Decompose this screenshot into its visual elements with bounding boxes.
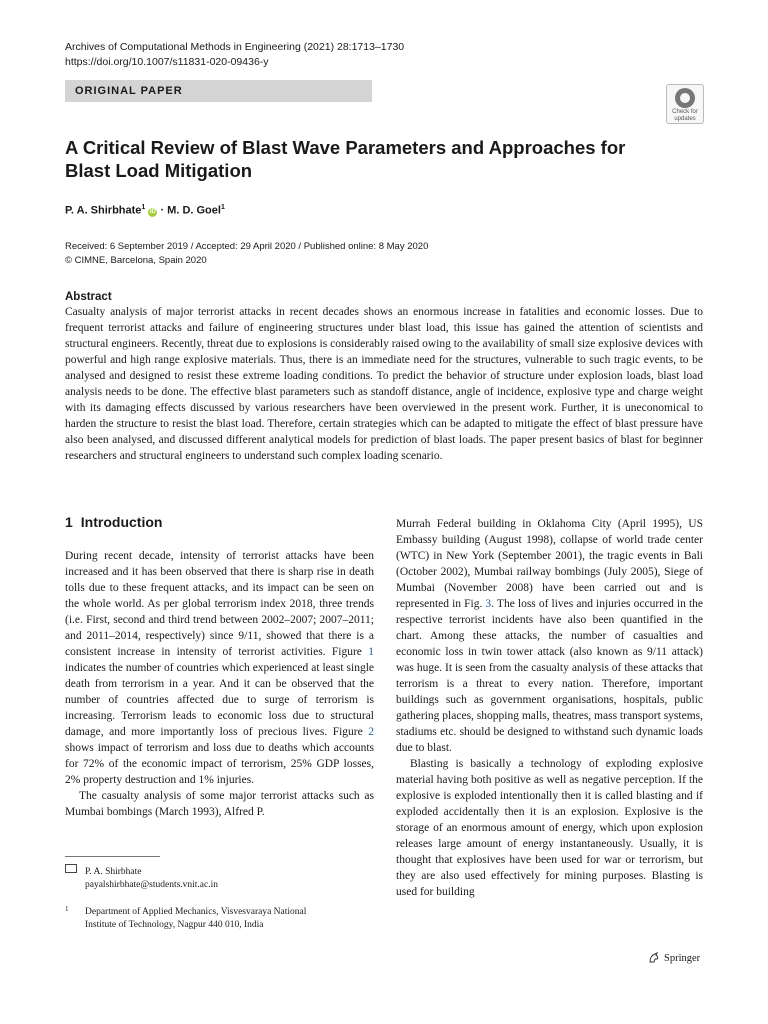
section-title: Introduction [80,514,163,530]
figure-link[interactable]: 1 [368,646,374,658]
affiliation-mark: 1 [65,905,69,913]
paragraph-text: . The loss of lives and injuries occurred in the respective terrorist incidents have also been quantified in the chart. Among these attacks, the number of casualties and economic loss in twin tower attack (also known as 9/11 attack) was huge. It is seen from the casualty analysis of these attacks that terrorism is a threat to every nation. Therefore, important buildings such as government organisations, hospitals, public gathering places, shopping malls, theatres, mass transport systems, stadiums etc. should be designed to withstand such dynamic loads due to blast. [396,598,703,754]
author-affiliation-mark: 1 [141,204,146,211]
publisher-logo [648,952,700,964]
author-separator: · [157,204,168,217]
author-name[interactable]: M. D. Goel [167,204,221,217]
paragraph-text: indicates the number of countries which experienced at least single death from terrorism in a year. And it can be observed that the number of countries affected due to surge of terrorism is increasing. Terrorism leads to economic loss due to structural damage, and more importantly loss of precious lives. Figure [65,662,374,738]
paragraph-text: Murrah Federal building in Oklahoma City (April 1995), US Embassy building (August 1998), collapse of world trade center (WTC) in New York (September 2001), the tragic events in Bali (October 2002), Mumbai railway bombings (July 2005), Siege of Mumbai (November 2008) have been carried out and is represented in Fig. [396,518,703,610]
check-updates-icon [675,88,695,108]
affiliation-line: Institute of Technology, Nagpur 440 010, India [85,920,264,930]
paragraph-text: During recent decade, intensity of terrorist attacks have been increased and it has been observed that there is sharp rise in death tolls due to these frequent attacks, and its impact can be seen on the whole world. As per global terrorism index 2018, three trends (i.e. First, second and third trend between 2002–2007; 2007–2011; and 2011–2014, respectively) since 9/11, showed that there is a consistent increase in intensity of terrorist activities. Figure [65,550,374,658]
author-name[interactable]: P. A. Shirbhate [65,204,142,217]
orcid-icon[interactable]: iD [149,208,156,215]
corresponding-author [65,864,218,892]
doi-link[interactable]: https://doi.org/10.1007/s11831-020-09436-y [65,56,269,68]
check-updates-line2: updates [674,116,696,122]
copyright-line: © CIMNE, Barcelona, Spain 2020 [65,255,207,266]
springer-horse-icon [648,952,660,964]
envelope-icon [65,864,77,873]
right-column [396,516,703,900]
author-list [65,204,225,217]
corresponding-name: P. A. Shirbhate [85,867,142,877]
paper-type-label: ORIGINAL PAPER [65,80,372,102]
body-paragraph: Blasting is basically a technology of exploding explosive material having both positive as well as negative perception. If the explosive is exploded intentionally then it is called blasting and if exploded accidentally then it is an explosion. Explosive is the storage of an enormous amount of energy, which upon explosion releases large amount of energy instantaneously. Usually, it is thought that explosives have been used for war or terrorism, but they are also used effectively for mining purposes. Blasting is used for building [396,758,703,898]
journal-citation [65,40,404,70]
check-updates-line1: Check for [672,109,698,115]
section-number: 1 [65,514,73,530]
body-paragraph: The casualty analysis of some major terrorist attacks such as Mumbai bombings (March 1993), Alfred P. [65,790,374,818]
figure-link[interactable]: 3 [485,598,492,610]
affiliation-line: Department of Applied Mechanics, Visvesvaraya National [85,907,307,917]
author-affiliation-mark: 1 [220,204,225,211]
left-column [65,548,374,820]
publication-dates [65,240,428,268]
section-heading [65,514,162,530]
check-for-updates-button[interactable] [666,84,704,124]
abstract-section [65,291,703,464]
history-dates: Received: 6 September 2019 / Accepted: 29 April 2020 / Published online: 8 May 2020 [65,241,429,252]
paragraph-text: shows impact of terrorism and loss due to deaths which accounts for 72% of the economic impact of terrorism, 25% GDP losses, 2% property destruction and 1% injuries. [65,742,374,786]
figure-link[interactable]: 2 [368,726,374,738]
affiliation-footnote [65,903,306,932]
abstract-heading: Abstract [65,291,112,303]
footnote-divider [65,856,160,857]
body-paragraph [396,516,703,756]
publisher-name: Springer [664,952,701,964]
corresponding-email[interactable]: payalshirbhate@students.vnit.ac.in [85,880,219,890]
body-paragraph [65,548,374,788]
journal-line: Archives of Computational Methods in Engineering (2021) 28:1713–1730 [65,41,405,53]
abstract-text: Casualty analysis of major terrorist attacks in recent decades shows an enormous increase in fatalities and economic losses. Due to frequent terrorist attacks and failure of engineering structures under blast load, this issue has gained the attention of scientists and structural engineers. Recently, threat due to explosions is considerably raised owing to the availability of small size explosive devices with powerful and high range explosive materials. Thus, there is an immediate need for the structures, vulnerable to such tragic events, to be analysed and designed to resist these extreme loading conditions. To predict the behavior of structure under explosion loads, blast load analysis needs to be done. The effective blast parameters such as standoff distance, angle of incidence, explosive type and charge weight with its damaging effects discussed by various researchers have been overviewed in the present work. Further, it is uneconomical to harden the structure to resist the blast load. Therefore, certain strategies which can be adapted to mitigate the effect of blast pressure have also been analysed, and discussed different analytical models for prediction of blast loads. The paper present basics of blast for beginner researchers and structural engineers to understand such complex loading scenario. [65,306,703,462]
paper-title: A Critical Review of Blast Wave Parameters and Approaches for Blast Load Mitigation [65,137,626,181]
